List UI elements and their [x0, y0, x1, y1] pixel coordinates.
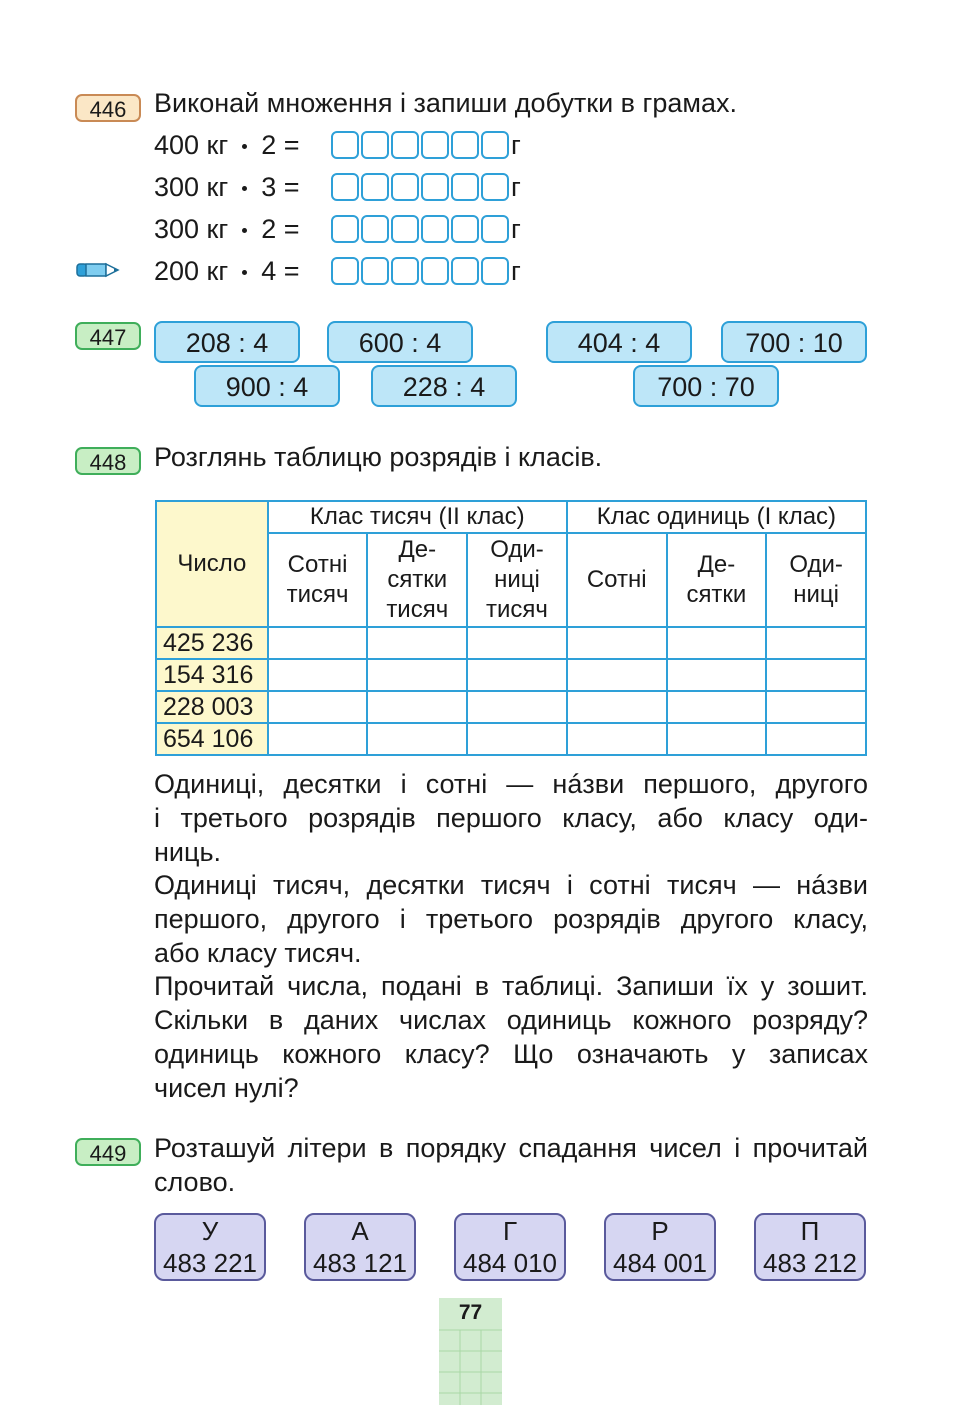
letter: У [201, 1216, 219, 1246]
letter-number: 483 121 [313, 1248, 407, 1278]
equation-unit: г [511, 214, 521, 244]
task-number-446: 446 [75, 94, 141, 122]
letter-card [154, 1213, 266, 1281]
equation-right: 4 = [261, 256, 300, 286]
multiply-dot-icon [242, 186, 247, 191]
letter: Г [502, 1216, 518, 1246]
equation-unit: г [511, 256, 521, 286]
letter: Р [651, 1216, 669, 1246]
division-card: 404 : 4 [546, 321, 692, 363]
task-number-449: 449 [75, 1138, 141, 1166]
division-card: 208 : 4 [154, 321, 300, 363]
task-number-448: 448 [75, 447, 141, 475]
division-card: 700 : 10 [721, 321, 867, 363]
answer-boxes[interactable] [331, 173, 511, 201]
number-cell: 425 236 [156, 627, 268, 659]
letter: А [351, 1216, 369, 1246]
number-cell: 154 316 [156, 659, 268, 691]
class-thousands-header: Клас тисяч (ІІ клас) [268, 501, 567, 533]
class-units-header: Клас одиниць (І клас) [567, 501, 866, 533]
equation-unit: г [511, 130, 521, 160]
pencil-icon [76, 262, 120, 278]
column-header: Де- сятки [667, 533, 767, 627]
column-header: Оди- ниці [766, 533, 866, 627]
paragraph-units-definition: Одиниці, десятки і сотні — нáзви першого, другого і третього розрядів першого класу, або класу оди- ниць. [154, 769, 868, 867]
paragraph-thousands-definition: Одиниці тисяч, десятки тисяч і сотні тисяч — нáзви першого, другого і третього розрядів другого класу, або класу тисяч. [154, 870, 868, 968]
number-cell: 228 003 [156, 691, 268, 723]
multiply-dot-icon [242, 228, 247, 233]
page-number-box [439, 1298, 502, 1405]
equation-unit: г [511, 172, 521, 202]
multiply-dot-icon [242, 144, 247, 149]
page-number: 77 [458, 1301, 483, 1324]
equation-right: 3 = [261, 172, 300, 202]
division-card: 700 : 70 [633, 365, 779, 407]
letter-card [604, 1213, 716, 1281]
table-row [156, 723, 866, 755]
equation-left: 300 кг [154, 172, 229, 202]
table-row [156, 627, 866, 659]
letter-number: 483 221 [163, 1248, 257, 1278]
equation-left: 200 кг [154, 256, 229, 286]
column-header: Де- сятки тисяч [367, 533, 467, 627]
letter-number: 484 001 [613, 1248, 707, 1278]
column-header: Оди- ниці тисяч [467, 533, 567, 627]
division-card: 228 : 4 [371, 365, 517, 407]
letter-number: 483 212 [763, 1248, 857, 1278]
column-header: Сотні [567, 533, 667, 627]
division-card: 900 : 4 [194, 365, 340, 407]
letter: П [800, 1216, 820, 1246]
task-448-instruction: Розглянь таблицю розрядів і класів. [154, 442, 603, 472]
multiply-dot-icon [242, 270, 247, 275]
task-number-447: 447 [75, 322, 141, 350]
place-value-table [155, 500, 867, 756]
number-cell: 654 106 [156, 723, 268, 755]
equation-right: 2 = [261, 130, 300, 160]
equation-left: 300 кг [154, 214, 229, 244]
table-row [156, 659, 866, 691]
table-row [156, 691, 866, 723]
answer-boxes[interactable] [331, 257, 511, 285]
letter-card [454, 1213, 566, 1281]
number-column-header: Число [156, 501, 268, 627]
answer-boxes[interactable] [331, 215, 511, 243]
letter-number: 484 010 [463, 1248, 557, 1278]
division-card: 600 : 4 [327, 321, 473, 363]
letter-card [304, 1213, 416, 1281]
answer-boxes[interactable] [331, 131, 511, 159]
equation-left: 400 кг [154, 130, 229, 160]
column-header: Сотні тисяч [268, 533, 368, 627]
equation-right: 2 = [261, 214, 300, 244]
letter-card [754, 1213, 866, 1281]
task-446-instruction: Виконай множення і запиши добутки в грамах. [154, 88, 737, 118]
paragraph-questions: Прочитай числа, подані в таблиці. Запиши їх у зошит. Скільки в даних числах одиниць кожного розряду? одиниць кожного класу? Що означають у записах чисел нулі? [154, 971, 868, 1103]
task-449-instruction: Розташуй літери в порядку спадання чисел і прочитай слово. [154, 1133, 868, 1197]
